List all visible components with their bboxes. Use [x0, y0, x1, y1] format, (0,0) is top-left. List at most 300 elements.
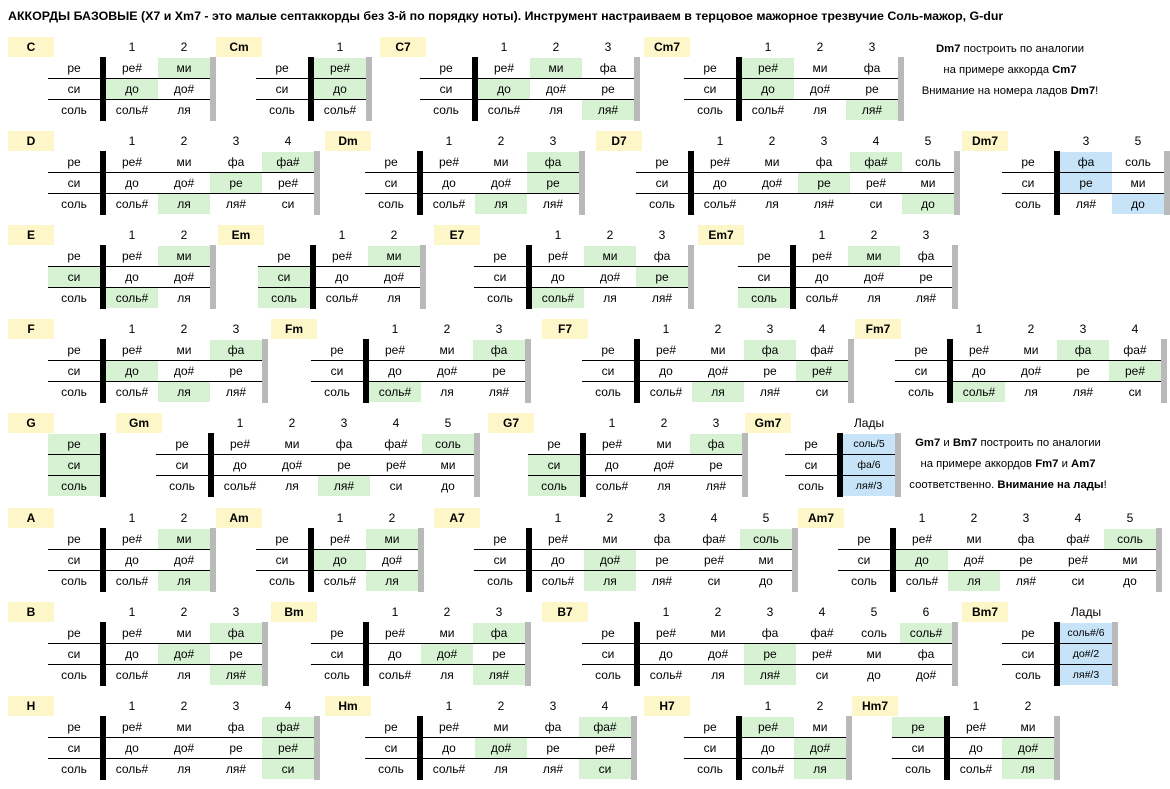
- hint-text: Bm7: [952, 437, 978, 449]
- fret-number: 2: [606, 511, 614, 525]
- fret-note: ре: [229, 364, 243, 378]
- fret-note: ре#: [331, 249, 353, 263]
- fret-note: ми: [439, 626, 455, 640]
- fret-note: ми: [530, 58, 582, 78]
- fret-number: 1: [818, 228, 826, 242]
- fret-note: си: [869, 197, 883, 211]
- fret-note: соль#: [223, 479, 257, 493]
- fret-note: ля#: [651, 291, 673, 305]
- fret-note: ми: [602, 532, 618, 546]
- hint-text: и: [1058, 458, 1072, 470]
- string-name: ре: [601, 343, 615, 357]
- string-name: си: [914, 364, 928, 378]
- chord-name: G: [8, 413, 54, 433]
- fret-note: ре#: [121, 249, 143, 263]
- fret-number: 2: [180, 605, 188, 619]
- fret-note: ре#: [547, 249, 569, 263]
- fret-note: до: [659, 364, 673, 378]
- fret-note: си: [1071, 574, 1085, 588]
- fret-note: фа: [1017, 532, 1035, 546]
- fret-note: ми: [966, 532, 982, 546]
- fret-note: ми: [158, 529, 210, 549]
- string-name: соль: [738, 288, 790, 308]
- fret-note: ми: [368, 246, 420, 266]
- chord-name: Fm: [271, 319, 317, 339]
- fret-note: соль#: [595, 479, 629, 493]
- chord-name: E7: [434, 225, 480, 245]
- fret-note: до: [659, 647, 673, 661]
- fret-note: ре: [229, 741, 243, 755]
- fret-note: соль: [422, 434, 474, 454]
- fret-note: до#: [1020, 364, 1042, 378]
- fret-note: до#: [173, 176, 195, 190]
- nut-bar: [634, 339, 640, 403]
- fret-note: до: [969, 741, 983, 755]
- chord-name: Cm: [216, 37, 262, 57]
- end-bar: [1112, 622, 1118, 686]
- chord-name: H: [8, 696, 54, 716]
- nut-bar: [100, 245, 106, 309]
- fret-note: фа: [761, 626, 779, 640]
- fret-note: ля: [158, 194, 210, 214]
- chord-name: B7: [542, 602, 588, 622]
- fret-note: до: [125, 647, 139, 661]
- fret-number: 3: [232, 605, 240, 619]
- end-bar: [420, 245, 426, 309]
- fret-note: до: [314, 550, 366, 570]
- chord-name: F: [8, 319, 54, 339]
- fret-number: 1: [445, 134, 453, 148]
- fret-note: до#: [158, 644, 210, 664]
- hint-line: [908, 433, 1108, 454]
- nut-bar: [308, 528, 314, 592]
- fret-note: ля: [603, 291, 617, 305]
- fret-number: 3: [495, 322, 503, 336]
- fret-number: 2: [870, 228, 878, 242]
- fret-note: фа: [599, 61, 617, 75]
- string-name: си: [804, 458, 818, 472]
- fret-note: фа#: [579, 717, 631, 737]
- string-name: си: [175, 458, 189, 472]
- fret-note: до: [742, 79, 794, 99]
- string-name: ре: [384, 720, 398, 734]
- end-bar: [1164, 151, 1170, 215]
- fret-number: 6: [922, 605, 930, 619]
- string-name: ре: [601, 626, 615, 640]
- fret-note: до#: [173, 82, 195, 96]
- nut-bar: [837, 433, 843, 497]
- fret-note: ля#: [488, 385, 510, 399]
- fret-note: до: [551, 553, 565, 567]
- string-name: соль: [851, 574, 877, 588]
- fret-note: ми: [284, 437, 300, 451]
- fret-number: 1: [128, 699, 136, 713]
- fret-note: до: [605, 458, 619, 472]
- fret-note: фа#: [384, 437, 408, 451]
- string-name: соль: [48, 476, 100, 496]
- fret-number: 2: [288, 416, 296, 430]
- string-name: ре: [67, 343, 81, 357]
- fret-note: ре: [1019, 553, 1033, 567]
- fret-number: 2: [714, 322, 722, 336]
- chord-name: Fm7: [855, 319, 901, 339]
- fret-note: ре#: [655, 343, 677, 357]
- fret-note: до: [972, 364, 986, 378]
- chord-name: A: [8, 508, 54, 528]
- fret-note: си: [389, 479, 403, 493]
- fret-note: ре#: [384, 626, 406, 640]
- string-name: ре: [804, 437, 818, 451]
- fret-note: ля: [692, 382, 744, 402]
- fret-note: до: [815, 270, 829, 284]
- fret-number: 2: [180, 40, 188, 54]
- chord-name: C: [8, 37, 54, 57]
- chord-name: Hm7: [852, 696, 898, 716]
- end-bar: [366, 57, 372, 121]
- hint-text: !: [1103, 479, 1107, 491]
- string-name: си: [911, 741, 925, 755]
- end-bar: [314, 151, 320, 215]
- fret-note: ля: [366, 571, 418, 591]
- fret-number: 3: [1079, 322, 1087, 336]
- string-name: соль: [378, 762, 404, 776]
- hint-text: Fm7: [1035, 458, 1059, 470]
- fret-note: до: [478, 79, 530, 99]
- fret-note: фа: [473, 623, 525, 643]
- fret-note: ре#: [493, 61, 515, 75]
- fret-note: ре: [763, 364, 777, 378]
- fret-note: соль#: [541, 574, 575, 588]
- string-name: ре: [48, 434, 100, 454]
- string-name: соль: [798, 479, 824, 493]
- fret-note: фа: [473, 340, 525, 360]
- chord-name: Am: [216, 508, 262, 528]
- fret-note: до: [125, 553, 139, 567]
- fret-number: 3: [766, 605, 774, 619]
- string-name: соль: [487, 574, 513, 588]
- hint-text: Cm7: [1052, 64, 1077, 76]
- fret-note: до#: [707, 364, 729, 378]
- fret-note: ля#: [813, 197, 835, 211]
- fret-note: ре#: [329, 532, 351, 546]
- fret-note: си: [262, 759, 314, 779]
- fret-note: ля#: [1015, 574, 1037, 588]
- nut-bar: [688, 151, 694, 215]
- hint-text: и: [940, 437, 953, 449]
- fret-note: ля#: [225, 385, 247, 399]
- string-name: си: [1021, 176, 1035, 190]
- fret-note: си: [815, 385, 829, 399]
- fret-note: фа: [653, 249, 671, 263]
- nut-bar: [100, 151, 106, 215]
- fret-note: ре: [601, 82, 615, 96]
- fret-note: ре#: [121, 343, 143, 357]
- fret-note: ре#: [796, 361, 848, 381]
- fret-note: ми: [158, 246, 210, 266]
- page-title: АККОРДЫ БАЗОВЫЕ (Х7 и Хm7 - это малые септаккорды без 3-й по порядку ноты). Инструмент настраиваем в терцовое мажорное трезвучие Соль-мажор, G-dur: [8, 9, 1004, 23]
- fret-number: 1: [764, 40, 772, 54]
- fret-note: ре#: [601, 437, 623, 451]
- nut-bar: [947, 339, 953, 403]
- string-name: ре: [175, 437, 189, 451]
- fret-number: 5: [1134, 134, 1142, 148]
- fret-number: 3: [712, 416, 720, 430]
- fret-note: соль#: [900, 623, 952, 643]
- fret-note: фа: [863, 61, 881, 75]
- nut-bar: [634, 622, 640, 686]
- hint-line: [910, 39, 1110, 60]
- fret-note: ля#: [705, 479, 727, 493]
- hint-line: [908, 454, 1108, 475]
- fret-note: ля#: [1072, 385, 1094, 399]
- fret-note: до: [314, 79, 366, 99]
- string-name: си: [703, 741, 717, 755]
- fret-note: ля: [387, 291, 401, 305]
- fret-note: ре#: [811, 647, 833, 661]
- fret-note: до: [125, 741, 139, 755]
- fret-note: ля: [657, 479, 671, 493]
- fret-note: ми: [176, 626, 192, 640]
- fret-note: до#: [436, 364, 458, 378]
- fret-note: соль#: [323, 103, 357, 117]
- nut-bar: [1054, 151, 1060, 215]
- hint-text: на примере аккорда: [943, 64, 1053, 76]
- fret-note: соль#/6: [1060, 623, 1112, 643]
- fret-note: ля: [475, 194, 527, 214]
- string-name: си: [493, 270, 507, 284]
- fret-note: соль#: [487, 103, 521, 117]
- string-name: си: [275, 553, 289, 567]
- fret-note: фа: [1060, 152, 1112, 172]
- string-name: соль: [269, 103, 295, 117]
- string-name: ре: [277, 249, 291, 263]
- fret-note: до#: [381, 553, 403, 567]
- fret-note: ре#: [1109, 361, 1161, 381]
- fret-note: фа: [335, 437, 353, 451]
- fret-note: си: [707, 574, 721, 588]
- string-name: соль: [433, 103, 459, 117]
- fret-note: ми: [656, 437, 672, 451]
- fret-note: ля: [440, 385, 454, 399]
- fret-note: до: [442, 741, 456, 755]
- fret-note: до: [125, 270, 139, 284]
- fret-note: ре: [492, 364, 506, 378]
- fret-number: 4: [710, 511, 718, 525]
- fret-note: ми: [758, 553, 774, 567]
- string-name: ре: [703, 720, 717, 734]
- fret-note: фа: [653, 532, 671, 546]
- fret-note: ля#: [225, 197, 247, 211]
- fret-note: до: [1123, 574, 1137, 588]
- fret-number: 2: [390, 228, 398, 242]
- fret-note: до: [442, 176, 456, 190]
- fret-note: соль#: [703, 197, 737, 211]
- fret-note: фа: [917, 249, 935, 263]
- fret-note: фа: [1057, 340, 1109, 360]
- string-name: си: [67, 647, 81, 661]
- chord-name: D: [8, 131, 54, 151]
- string-name: соль: [595, 668, 621, 682]
- chord-name: C7: [380, 37, 426, 57]
- fret-note: си: [815, 668, 829, 682]
- fret-note: соль: [1125, 155, 1151, 169]
- fret-number: 4: [818, 322, 826, 336]
- string-name: си: [67, 741, 81, 755]
- fret-note: до: [713, 176, 727, 190]
- chord-name: Gm7: [745, 413, 791, 433]
- fret-note: ре#: [547, 532, 569, 546]
- nut-bar: [100, 716, 106, 780]
- string-name: ре: [493, 249, 507, 263]
- fret-note: до: [1112, 194, 1164, 214]
- fret-note: ре#: [384, 343, 406, 357]
- fret-note: ре: [709, 458, 723, 472]
- fret-number: 2: [816, 40, 824, 54]
- string-name: соль: [324, 385, 350, 399]
- fret-note: фа#: [262, 152, 314, 172]
- string-name: си: [384, 176, 398, 190]
- string-name: соль: [649, 197, 675, 211]
- fret-note: до#: [963, 553, 985, 567]
- string-name: ре: [493, 532, 507, 546]
- fret-number: 2: [180, 699, 188, 713]
- fret-number: 4: [284, 699, 292, 713]
- end-bar: [1156, 528, 1162, 592]
- string-name: соль: [61, 574, 87, 588]
- fret-note: ля#: [759, 385, 781, 399]
- chord-name: F7: [542, 319, 588, 339]
- fret-note: фа: [744, 340, 796, 360]
- chord-name: Dm7: [962, 131, 1008, 151]
- string-name: ре: [67, 532, 81, 546]
- fret-number: 4: [818, 605, 826, 619]
- string-name: ре: [67, 626, 81, 640]
- fret-note: фа#: [850, 152, 902, 172]
- chord-name: B: [8, 602, 54, 622]
- fret-note: соль#: [115, 574, 149, 588]
- fret-note: соль: [740, 529, 792, 549]
- fret-note: ми: [764, 155, 780, 169]
- fret-note: до: [896, 550, 948, 570]
- fret-note: до#: [173, 270, 195, 284]
- fret-number: 2: [1024, 699, 1032, 713]
- fret-note: ми: [440, 458, 456, 472]
- fret-note: си: [1128, 385, 1142, 399]
- chord-name: Cm7: [644, 37, 690, 57]
- fret-number: 2: [552, 40, 560, 54]
- fret-note: фа#: [1066, 532, 1090, 546]
- fret-note: фа: [690, 434, 742, 454]
- fret-number: 3: [820, 134, 828, 148]
- string-name: си: [67, 176, 81, 190]
- fret-note: соль#: [432, 197, 466, 211]
- fret-number: 1: [554, 511, 562, 525]
- fret-note: ми: [584, 246, 636, 266]
- fret-number: 1: [338, 228, 346, 242]
- fret-note: фа#: [1123, 343, 1147, 357]
- string-name: си: [48, 455, 100, 475]
- string-name: ре: [547, 437, 561, 451]
- fret-number: 3: [340, 416, 348, 430]
- fret-note: ре#: [277, 176, 299, 190]
- fret-number: 2: [1027, 322, 1035, 336]
- string-name: ре: [67, 249, 81, 263]
- fret-number: 3: [1082, 134, 1090, 148]
- end-bar: [848, 339, 854, 403]
- string-name: соль: [61, 103, 87, 117]
- fret-note: ре: [919, 270, 933, 284]
- fret-note: ми: [1130, 176, 1146, 190]
- fret-note: ре#: [594, 741, 616, 755]
- fret-note: ре#: [709, 155, 731, 169]
- fret-note: соль#: [115, 385, 149, 399]
- end-bar: [792, 528, 798, 592]
- chord-name: A7: [434, 508, 480, 528]
- fret-number: 5: [870, 605, 878, 619]
- hint-line: [910, 81, 1110, 102]
- nut-bar: [417, 716, 423, 780]
- fret-number: 2: [180, 322, 188, 336]
- chord-name: D7: [596, 131, 642, 151]
- fret-note: ре: [527, 173, 579, 193]
- fret-note: соль/5: [843, 434, 895, 454]
- fret-note: фа: [815, 155, 833, 169]
- nut-bar: [472, 57, 478, 121]
- fret-note: фа#: [702, 532, 726, 546]
- fret-note: ля#/3: [843, 476, 895, 496]
- fret-number: 1: [445, 699, 453, 713]
- string-name: ре: [67, 155, 81, 169]
- chord-name: Dm: [325, 131, 371, 151]
- hint-text: соответственно.: [909, 479, 998, 491]
- fret-note: фа#: [810, 343, 834, 357]
- string-name: соль: [905, 762, 931, 776]
- string-name: си: [275, 82, 289, 96]
- string-name: си: [48, 267, 100, 287]
- fret-note: ре#: [965, 720, 987, 734]
- string-name: си: [330, 647, 344, 661]
- hint-note: [908, 433, 1108, 496]
- fret-note: ля: [177, 762, 191, 776]
- end-bar: [952, 622, 958, 686]
- fret-number: 5: [924, 134, 932, 148]
- fret-note: ми: [812, 720, 828, 734]
- nut-bar: [790, 245, 796, 309]
- end-bar: [954, 151, 960, 215]
- fret-note: соль#: [378, 668, 412, 682]
- string-name: ре: [439, 61, 453, 75]
- nut-bar: [736, 57, 742, 121]
- fret-note: ре#: [121, 626, 143, 640]
- string-name: ре: [857, 532, 871, 546]
- fret-note: ля: [711, 668, 725, 682]
- fret-note: ре#: [438, 155, 460, 169]
- chord-name: Gm: [116, 413, 162, 433]
- fret-number: 5: [762, 511, 770, 525]
- fret-note: ми: [493, 155, 509, 169]
- string-name: ре: [330, 343, 344, 357]
- fret-note: ре#: [121, 720, 143, 734]
- fret-note: ля: [948, 571, 1000, 591]
- fret-note: соль: [915, 155, 941, 169]
- fret-note: до#: [545, 82, 567, 96]
- string-name: ре: [275, 61, 289, 75]
- fret-note: до#: [475, 738, 527, 758]
- fret-note: до#: [599, 270, 621, 284]
- hint-text: Gm7: [915, 437, 941, 449]
- string-name: ре: [384, 155, 398, 169]
- fret-number: 2: [180, 134, 188, 148]
